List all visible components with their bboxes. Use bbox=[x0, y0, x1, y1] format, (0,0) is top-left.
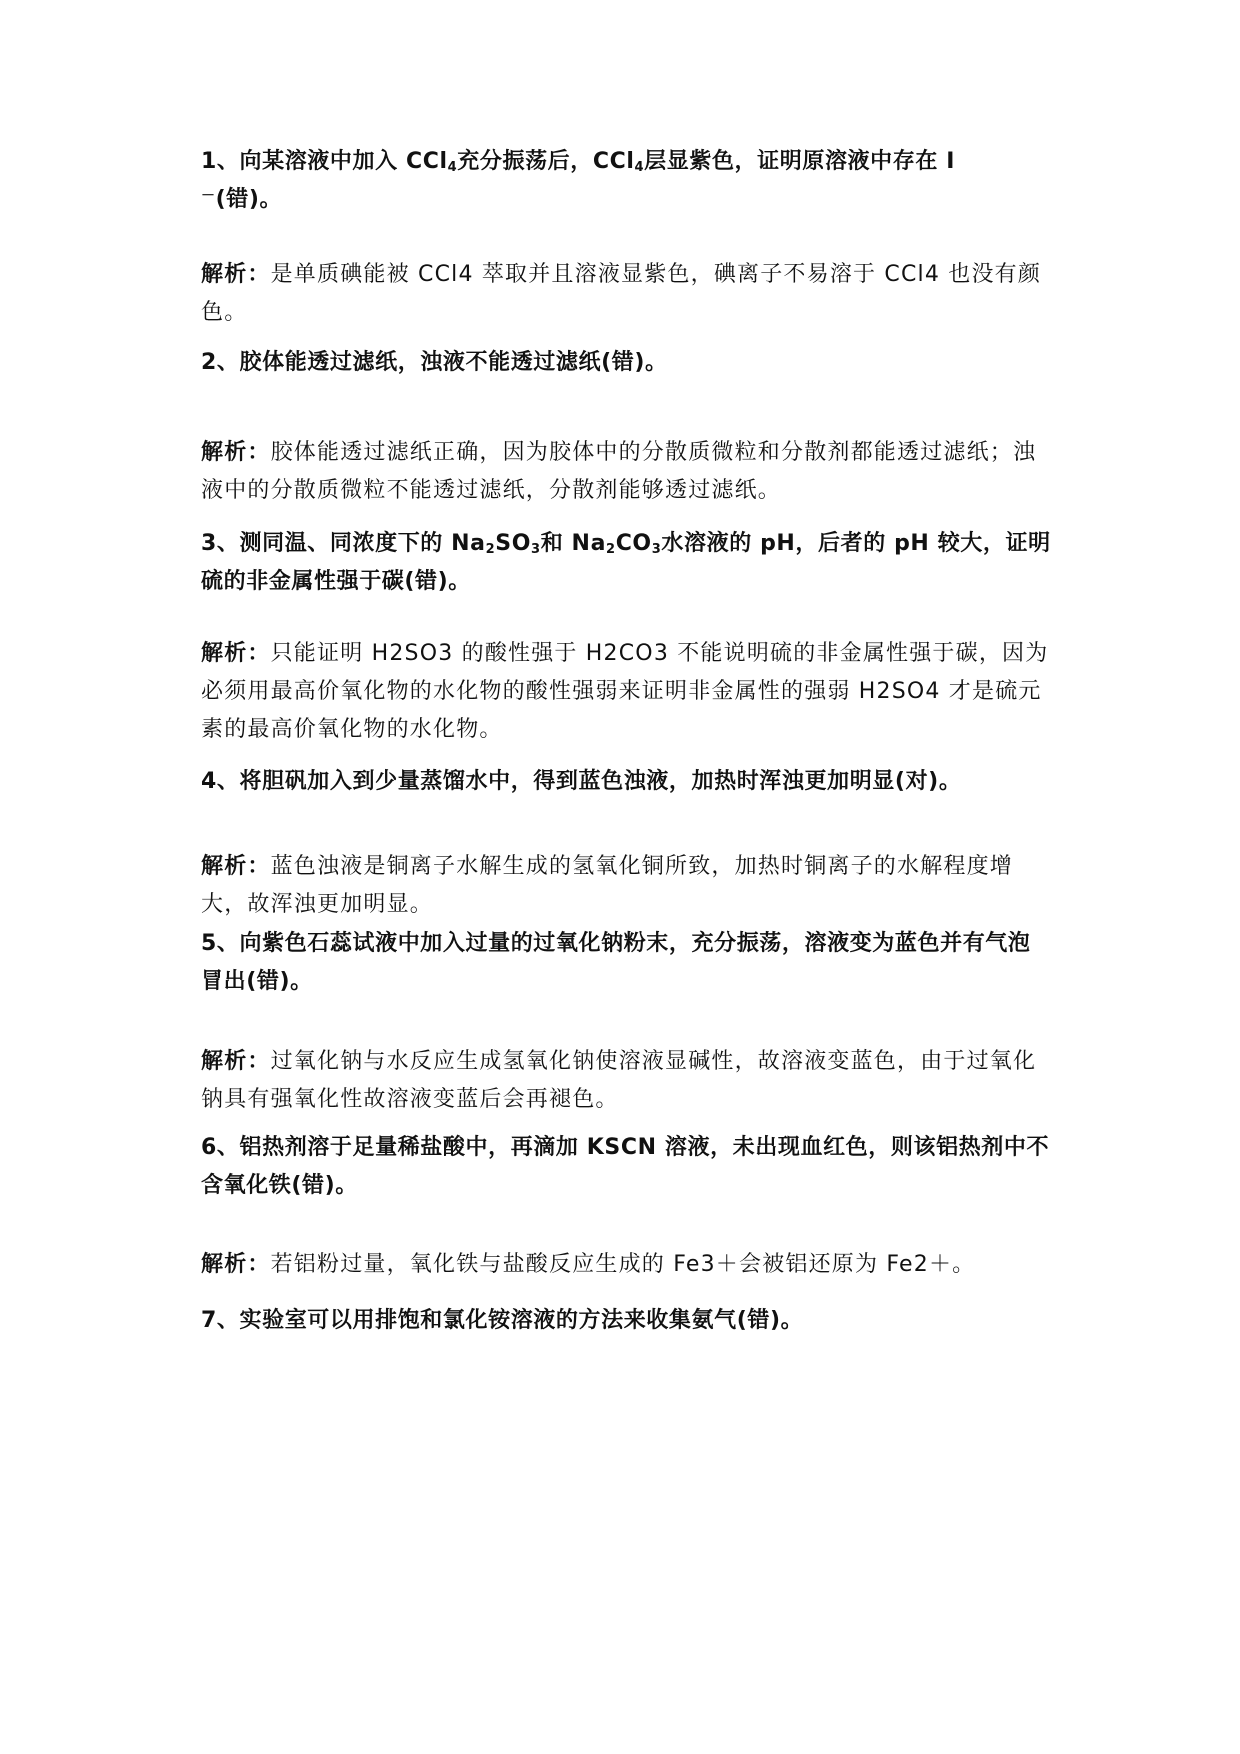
analysis-label: 解析： bbox=[201, 262, 271, 287]
question-5: 5、向紫色石蕊试液中加入过量的过氧化钠粉末，充分振荡，溶液变为蓝色并有气泡冒出(错)。 bbox=[201, 931, 1031, 994]
analysis-6: 解析：若铝粉过量，氧化铁与盐酸反应生成的 Fe3＋会被铝还原为 Fe2＋。 bbox=[201, 1252, 976, 1277]
question-3: 3、测同温、同浓度下的 $Na_2SO_3$和 $Na_2CO_3$水溶液的 pH，后者的 pH 较大，证明硫的非金属性强于碳(错)。 bbox=[201, 531, 1051, 594]
analysis-3: 解析：只能证明 H2SO3 的酸性强于 H2CO3 不能说明硫的非金属性强于碳，因为必须用最高价氧化物的水化物的酸性强弱来证明非金属性的强弱 H2SO4 才是硫元素的最高价氧化物的水化物。 bbox=[201, 641, 1049, 742]
question-6: 6、铝热剂溶于足量稀盐酸中，再滴加 KSCN 溶液，未出现血红色，则该铝热剂中不含氧化铁(错)。 bbox=[201, 1135, 1050, 1198]
analysis-label: 解析： bbox=[201, 440, 271, 465]
analysis-2: 解析：胶体能透过滤纸正确，因为胶体中的分散质微粒和分散剂都能透过滤纸；浊液中的分散质微粒不能透过滤纸，分散剂能够透过滤纸。 bbox=[201, 440, 1037, 503]
question-7: 7、实验室可以用排饱和氯化铵溶液的方法来收集氨气(错)。 bbox=[201, 1308, 804, 1333]
analysis-1: 解析：是单质碘能被 CCl4 萃取并且溶液显紫色，碘离子不易溶于 CCl4 也没有颜色。 bbox=[201, 262, 1042, 325]
analysis-4: 解析：蓝色浊液是铜离子水解生成的氢氧化铜所致，加热时铜离子的水解程度增大，故浑浊更加明显。 bbox=[201, 854, 1014, 917]
analysis-5: 解析：过氧化钠与水反应生成氢氧化钠使溶液显碱性，故溶液变蓝色，由于过氧化钠具有强氧化性故溶液变蓝后会再褪色。 bbox=[201, 1049, 1037, 1112]
analysis-label: 解析： bbox=[201, 854, 271, 879]
analysis-label: 解析： bbox=[201, 1049, 271, 1074]
question-2: 2、胶体能透过滤纸，浊液不能透过滤纸(错)。 bbox=[201, 350, 668, 375]
analysis-label: 解析： bbox=[201, 1252, 271, 1277]
question-4: 4、将胆矾加入到少量蒸馏水中，得到蓝色浊液，加热时浑浊更加明显(对)。 bbox=[201, 769, 962, 794]
analysis-label: 解析： bbox=[201, 641, 271, 666]
question-1: 1、向某溶液中加入 CCl$_4$充分振荡后，CCl$_4$层显紫色，证明原溶液中存在 I －(错)。 bbox=[201, 149, 956, 212]
